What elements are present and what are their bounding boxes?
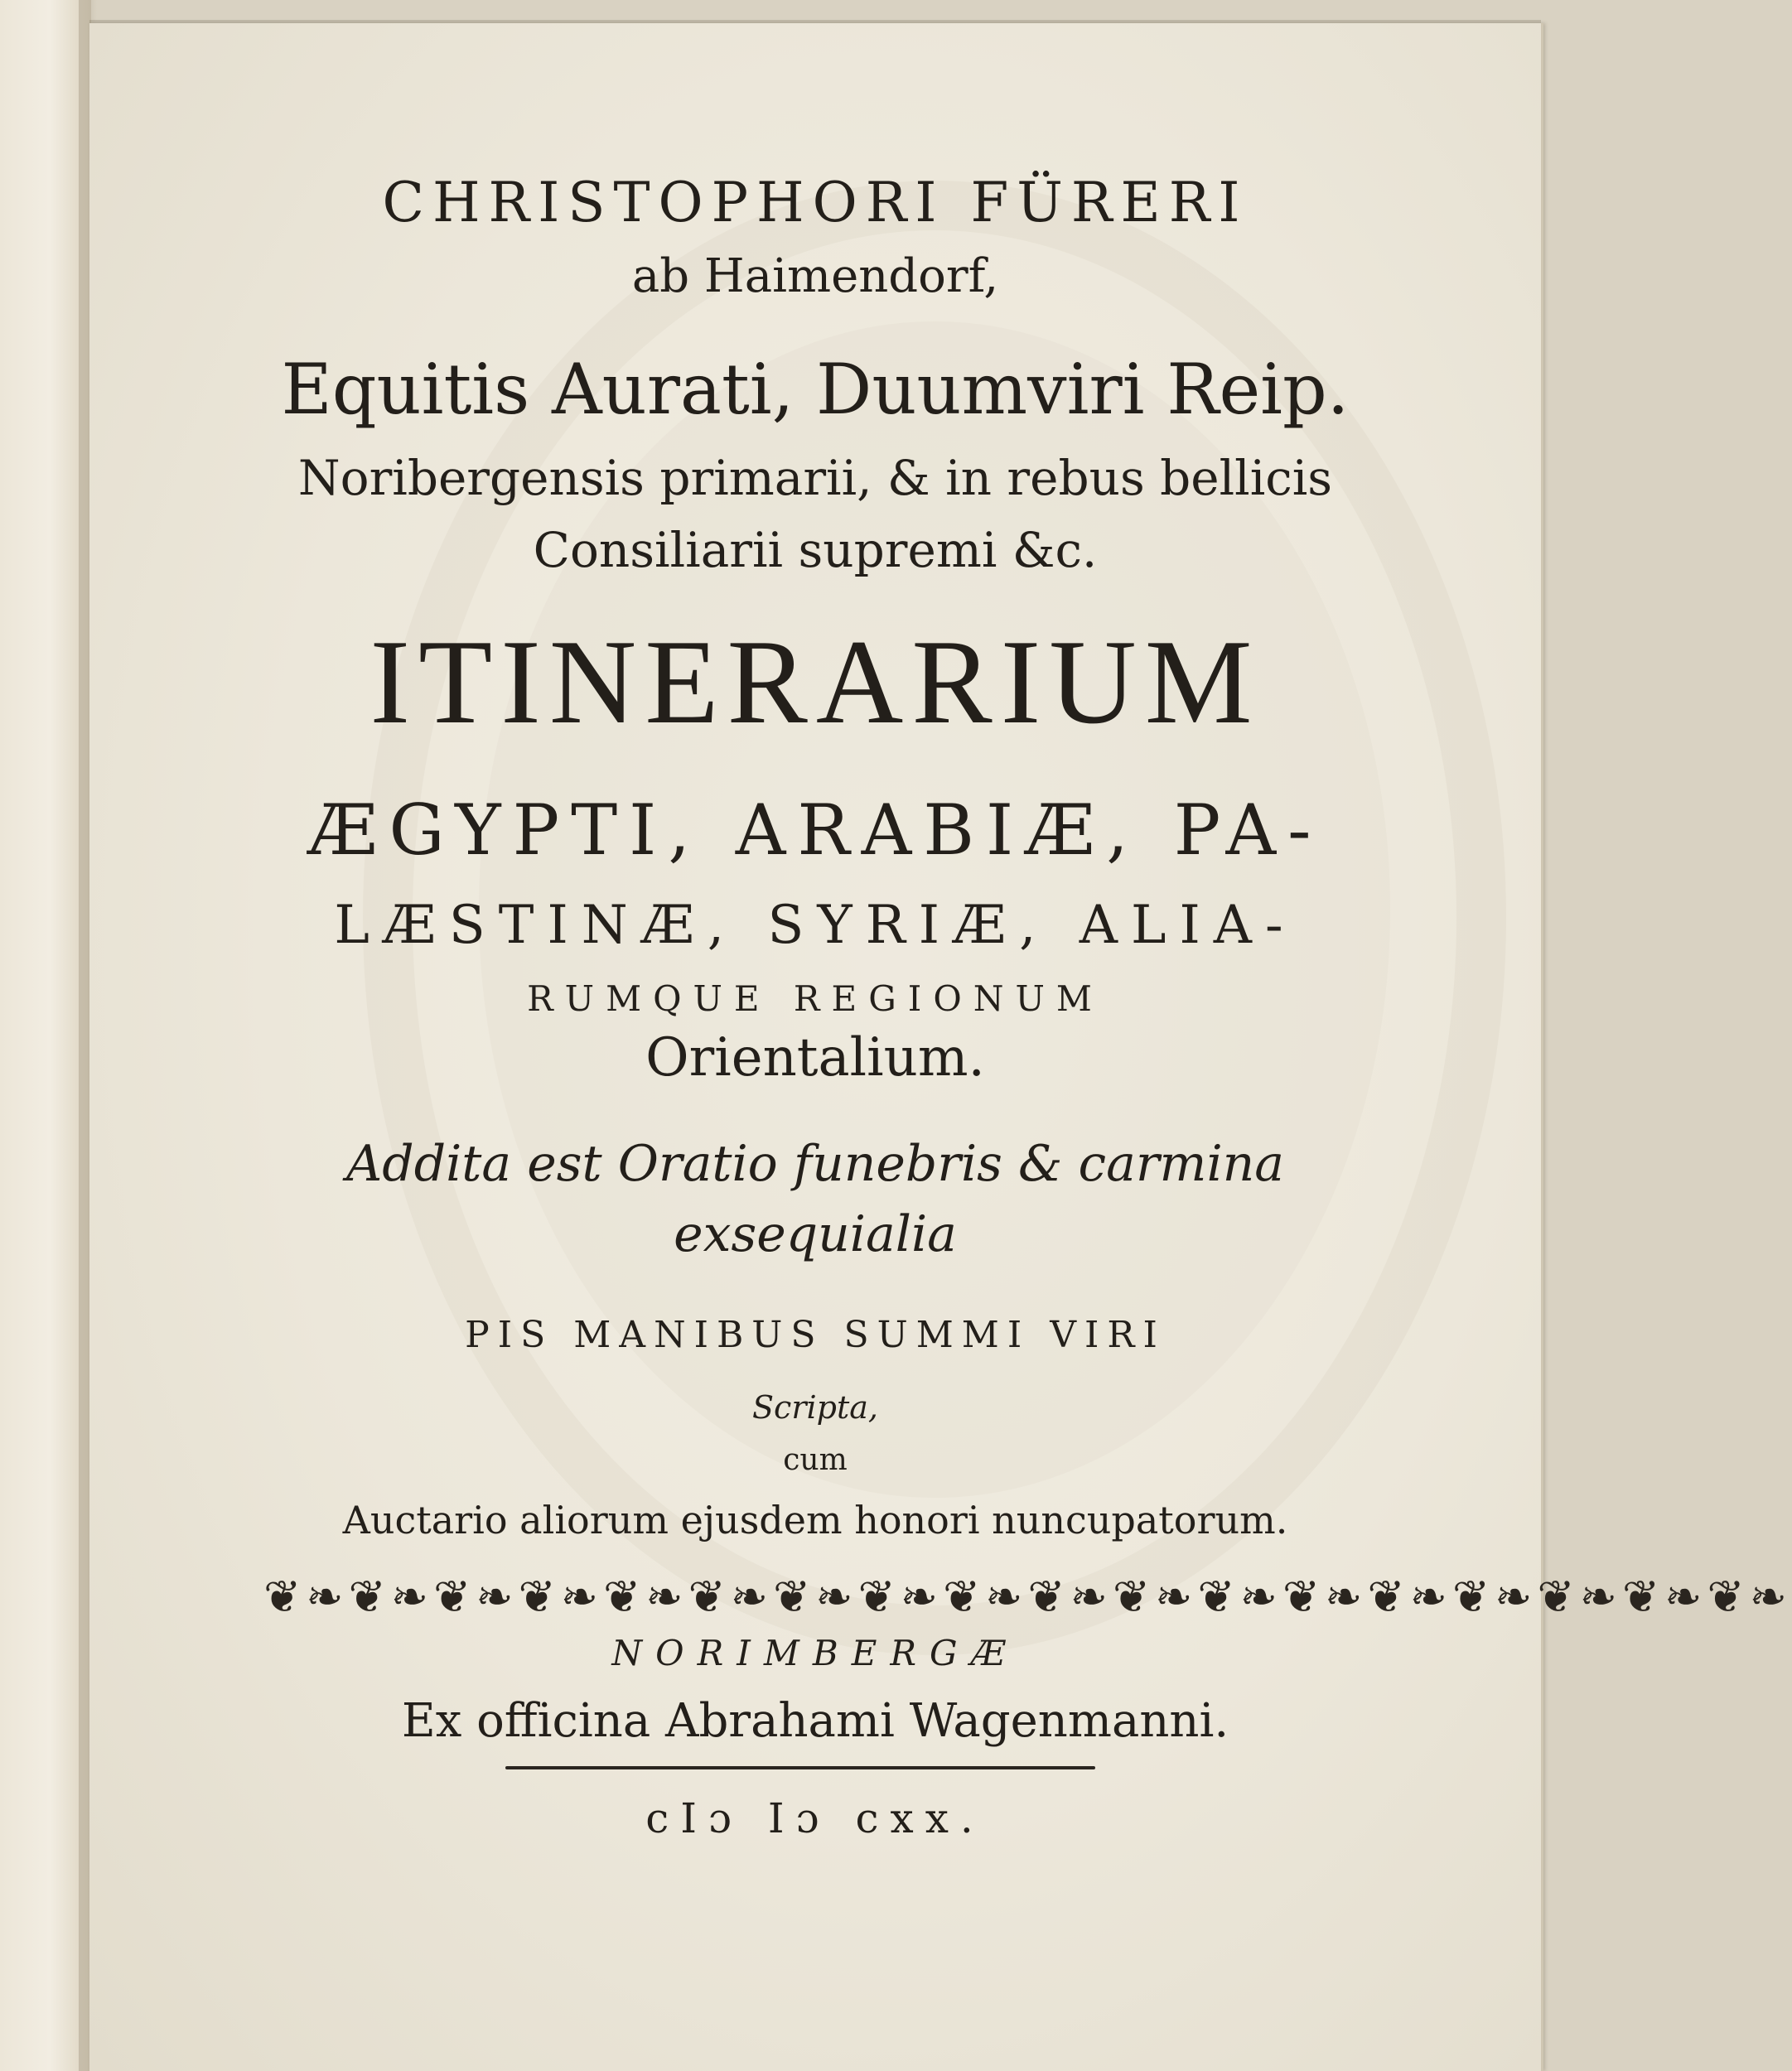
addition-line-1: Addita est Oratio funebris & carmina xyxy=(345,1135,1285,1193)
subtitle-line-4: Orientalium. xyxy=(645,1027,985,1089)
adjoining-leaf xyxy=(0,0,91,2071)
imprint-place: NORIMBERGÆ xyxy=(611,1633,1019,1673)
printers-ornament-band: ❦❧❦❧❦❧❦❧❦❧❦❧❦❧❦❧❦❧❦❧❦❧❦❧❦❧❦❧❦❧❦❧❦❧❦❧ xyxy=(263,1571,1792,1623)
author-place: ab Haimendorf, xyxy=(631,249,999,303)
main-title: ITINERARIUM xyxy=(370,615,1261,749)
addition-line-2: exsequialia xyxy=(674,1205,957,1263)
dedication: PIS MANIBUS SUMMI VIRI xyxy=(465,1314,1166,1356)
scripta-text: Scripta, xyxy=(752,1389,878,1426)
author-name: CHRISTOPHORI FÜRERI xyxy=(382,171,1249,234)
author-titles-line-3: Consiliarii supremi &c. xyxy=(533,522,1098,578)
imprint-printer: Ex officina Abrahami Wagenmanni. xyxy=(401,1694,1229,1748)
imprint-year: cIɔ Iɔ cxx. xyxy=(645,1794,985,1842)
author-titles-line-2: Noribergensis primarii, & in rebus bellicis xyxy=(297,450,1333,506)
cum-text: cum xyxy=(783,1443,848,1477)
subtitle-line-1: ÆGYPTI, ARABIÆ, PA- xyxy=(307,789,1323,871)
auctario-text: Auctario aliorum ejusdem honori nuncupatorum. xyxy=(342,1498,1288,1542)
imprint-rule xyxy=(505,1766,1095,1769)
subtitle-line-2: LÆSTINÆ, SYRIÆ, ALIA- xyxy=(334,895,1297,956)
author-titles-line-1: Equitis Aurati, Duumviri Reip. xyxy=(281,349,1350,430)
subtitle-line-3: RUMQUE REGIONUM xyxy=(527,978,1104,1019)
